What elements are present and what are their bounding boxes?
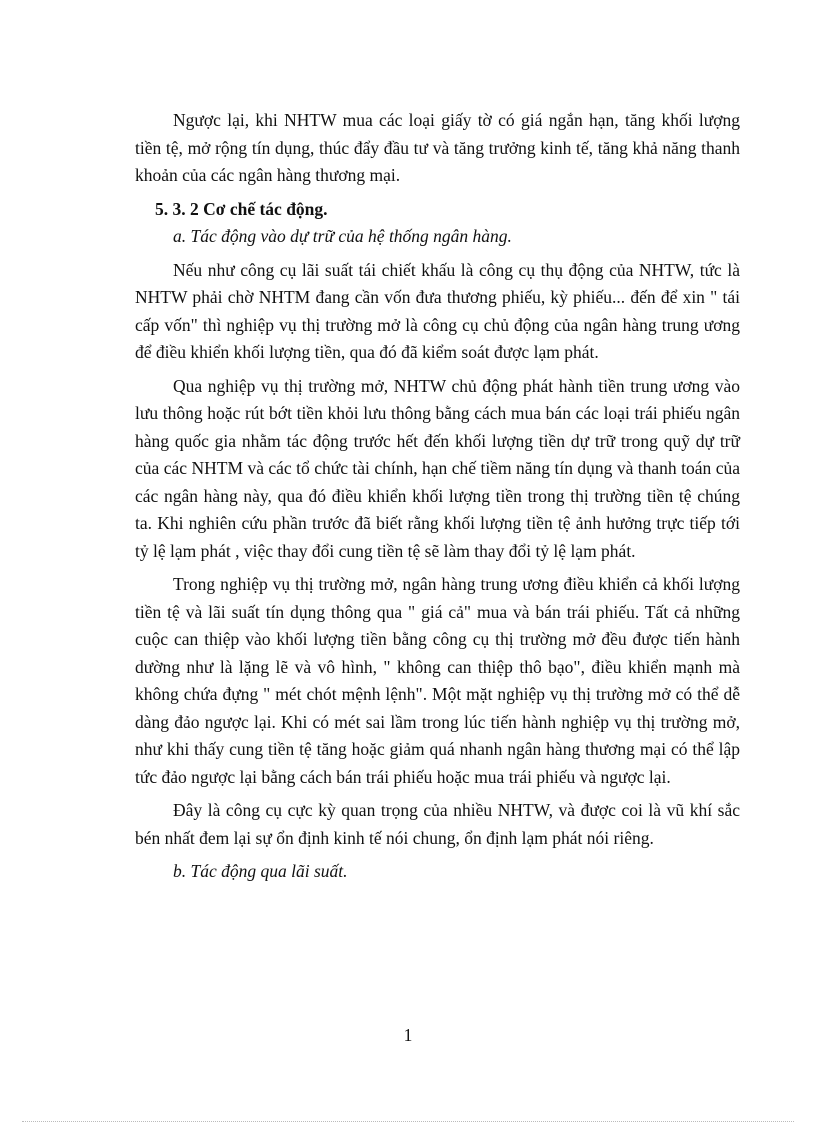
paragraph-5: Đây là công cụ cực kỳ quan trọng của nhiều NHTW, và được coi là vũ khí sắc bén nhất đem lại sự ổn định kinh tế nói chung, ổn định lạm phát nói riêng. [135, 800, 740, 848]
document-body [135, 107, 740, 886]
subheading-b: b. Tác động qua lãi suất. [173, 861, 348, 881]
page-number: 1 [403, 1025, 413, 1045]
section-heading: 5. 3. 2 Cơ chế tác động. [155, 198, 328, 219]
paragraph-1: Ngược lại, khi NHTW mua các loại giấy tờ có giá ngắn hạn, tăng khối lượng tiền tệ, mở rộng tín dụng, thúc đẩy đầu tư và tăng trưởng kinh tế, tăng khả năng thanh khoản của các ngân hàng thương mại. [135, 110, 740, 185]
subheading-a: a. Tác động vào dự trữ của hệ thống ngân hàng. [173, 226, 512, 246]
paragraph-2: Nếu như công cụ lãi suất tái chiết khấu là công cụ thụ động của NHTW, tức là NHTW phải chờ NHTM đang cần vốn đưa thương phiếu, kỳ phiếu... đến để xin " tái cấp vốn" thì nghiệp vụ thị trường mở là công cụ chủ động của ngân hàng trung ương để điều khiển khối lượng tiền, qua đó đã kiểm soát được lạm phát. [135, 259, 740, 362]
page-bottom-divider [22, 1121, 794, 1122]
paragraph-4: Trong nghiệp vụ thị trường mở, ngân hàng trung ương điều khiển cả khối lượng tiền tệ và lãi suất tín dụng thông qua " giá cả" mua và bán trái phiếu. Tất cả những cuộc can thiệp vào khối lượng tiền bằng công cụ thị trường mở đều được tiến hành dường như là lặng lẽ và vô hình, " không can thiệp thô bạo", điều khiển mạnh mà không chứa đựng " mét chót mệnh lệnh". Một mặt nghiệp vụ thị trường mở có thể dễ dàng đảo ngược lại. Khi có mét sai lầm trong lúc tiến hành nghiệp vụ thị trường mở, như khi thấy cung tiền tệ tăng hoặc giảm quá nhanh ngân hàng thương mại có thể lập tức đảo ngược lại bằng cách bán trái phiếu hoặc mua trái phiếu và ngược lại. [135, 574, 740, 787]
paragraph-3: Qua nghiệp vụ thị trường mở, NHTW chủ động phát hành tiền trung ương vào lưu thông hoặc rút bớt tiền khỏi lưu thông bằng cách mua bán các loại trái phiếu ngân hàng quốc gia nhằm tác động trước hết đến khối lượng tiền dự trữ trong quỹ dự trữ của các NHTM và các tổ chức tài chính, hạn chế tiềm năng tín dụng và thanh toán của các ngân hàng này, qua đó điều khiển khối lượng tiền trong thị trường tiền tệ chúng ta. Khi nghiên cứu phần trước đã biết rằng khối lượng tiền tệ ảnh hưởng trực tiếp tới tỷ lệ lạm phát , việc thay đổi cung tiền tệ sẽ làm thay đổi tỷ lệ lạm phát. [135, 375, 740, 561]
